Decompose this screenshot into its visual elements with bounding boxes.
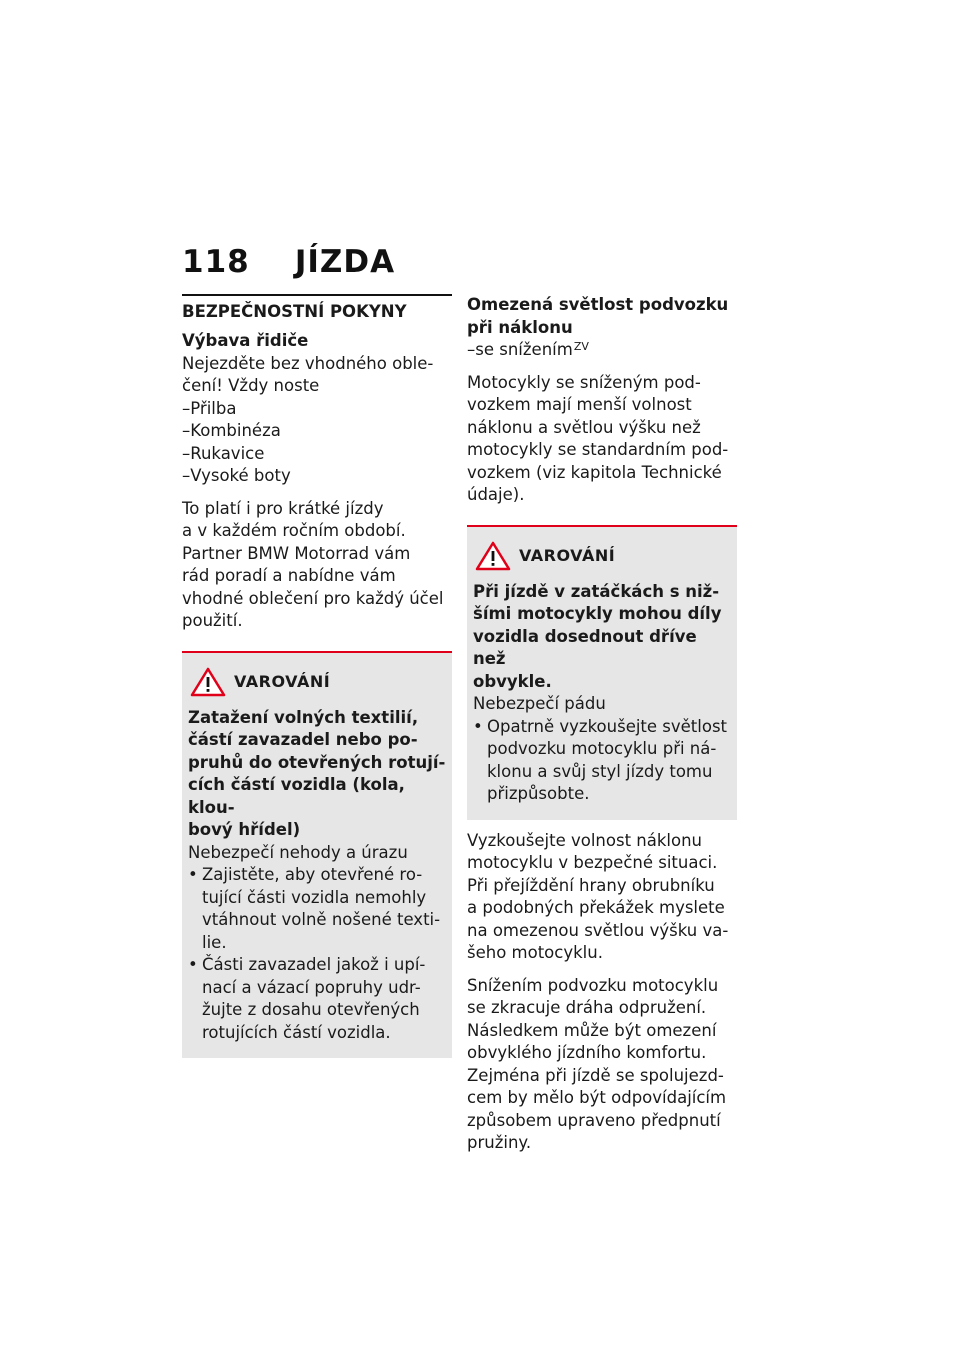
text-line: Omezená světlost podvozku [467, 295, 729, 314]
text-line: pružiny. [467, 1133, 532, 1152]
page-number: 118 [182, 244, 250, 280]
warning-box [467, 525, 737, 820]
chapter-title: JÍZDA [294, 244, 396, 280]
text-line: podvozku motocyklu při ná- [487, 739, 717, 758]
list-item: –Kombinéza [182, 421, 281, 440]
text-line: Při jízdě v zatáčkách s niž- [473, 581, 720, 601]
text-line: obvyklého jízdního komfortu. [467, 1043, 707, 1062]
text-line: Zatažení volných textilií, [188, 707, 419, 727]
bullet-item [188, 954, 446, 1044]
text-line: přizpůsobte. [487, 784, 590, 803]
text-line: vhodné oblečení pro každý účel [182, 588, 444, 608]
text-line: Vyzkoušejte volnost náklonu [467, 830, 703, 850]
text-line: šeho motocyklu. [467, 943, 603, 962]
text-line: vozidla dosednout dříve než [473, 626, 697, 668]
text-line: Snížením podvozku motocyklu [467, 975, 719, 995]
warning-box [182, 651, 452, 1059]
text-line: rotujících částí vozidla. [202, 1022, 391, 1042]
text-line: náklonu a světlou výšku než [467, 417, 701, 437]
variant-note [467, 339, 737, 362]
text-line: tující části vozidla nemohly [202, 887, 427, 907]
text-line: při náklonu [467, 317, 573, 337]
list-item: –Přilba [182, 398, 237, 418]
text-line: Následkem může být omezení [467, 1020, 717, 1040]
left-column [182, 294, 452, 1058]
text-line: Zejména při jízdě se spolujezd- [467, 1065, 724, 1085]
text-line: se zkracuje dráha odpružení. [467, 998, 707, 1017]
text-line: lie. [202, 932, 227, 952]
warning-risk: Nebezpečí nehody a úrazu [188, 842, 408, 862]
text-line: způsobem upraveno předpnutí [467, 1110, 721, 1130]
section-title: BEZPEČNOSTNÍ POKYNY [182, 294, 452, 324]
text-line: pruhů do otevřených rotují- [188, 752, 446, 772]
section-subtitle [467, 294, 737, 339]
text-line: Opatrně vyzkoušejte světlost [487, 716, 728, 736]
lowered-paragraph [467, 372, 737, 507]
text-line: Zajistěte, aby otevřené ro- [202, 865, 423, 884]
warning-title [188, 707, 446, 842]
text-line: rád poradí a nabídne vám [182, 566, 396, 585]
list-item: –Vysoké boty [182, 466, 291, 485]
intro-text [182, 353, 452, 398]
text-line: cem by mělo být odpovídajícím [467, 1088, 727, 1107]
page-header [182, 244, 395, 280]
bullet-item [473, 716, 731, 806]
warning-triangle-icon [190, 667, 226, 697]
text-line: vtáhnout volně nošené texti- [202, 910, 441, 929]
text-line: klonu a svůj styl jízdy tomu [487, 761, 713, 781]
test-paragraph [467, 830, 737, 965]
bullet-dot: • [188, 865, 198, 884]
variant-text: –se snížením [467, 340, 573, 359]
bullet-dot: • [473, 716, 483, 736]
text-line: na omezenou světlou výšku va- [467, 920, 729, 940]
warning-header [473, 541, 731, 571]
warning-label: VAROVÁNÍ [519, 546, 616, 565]
text-line: čení! Vždy noste [182, 376, 320, 395]
warning-label: VAROVÁNÍ [234, 672, 331, 691]
warning-triangle-icon [475, 541, 511, 571]
bullet-dot: • [188, 955, 198, 974]
bullet-item [188, 864, 446, 954]
text-line: použití. [182, 611, 243, 630]
gear-paragraph [182, 498, 452, 633]
comfort-paragraph [467, 975, 737, 1155]
text-line: motocykly se standardním pod- [467, 440, 729, 459]
gear-list [182, 398, 452, 488]
text-line: vozkem (viz kapitola Technické [467, 462, 722, 482]
right-column [467, 294, 737, 1155]
text-line: údaje). [467, 485, 525, 504]
warning-title [473, 581, 731, 694]
subhead-rider-gear: Výbava řidiče [182, 331, 309, 350]
text-line: Partner BMW Motorrad vám [182, 543, 411, 563]
text-line: částí zavazadel nebo po- [188, 730, 418, 749]
text-line: cích částí vozidla (kola, klou- [188, 775, 405, 817]
text-line: Nejezděte bez vhodného oble- [182, 353, 434, 373]
list-item: –Rukavice [182, 443, 265, 463]
text-line: a podobných překážek myslete [467, 898, 725, 917]
text-line: bový hřídel) [188, 820, 301, 839]
text-line: nací a vázací popruhy udr- [202, 977, 421, 997]
text-line: Motocykly se sníženým pod- [467, 372, 701, 392]
text-line: žujte z dosahu otevřených [202, 1000, 420, 1019]
option-code: ZV [573, 340, 589, 353]
warning-header [188, 667, 446, 697]
text-line: motocyklu v bezpečné situaci. [467, 853, 718, 872]
text-line: To platí i pro krátké jízdy [182, 498, 384, 518]
text-line: Při přejíždění hrany obrubníku [467, 875, 715, 895]
text-line: obvykle. [473, 671, 552, 691]
text-line: vozkem mají menší volnost [467, 395, 692, 414]
text-line: a v každém ročním období. [182, 521, 406, 540]
warning-risk: Nebezpečí pádu [473, 694, 606, 713]
text-line: šími motocykly mohou díly [473, 604, 722, 623]
text-line: Části zavazadel jakož i upí- [202, 955, 426, 974]
